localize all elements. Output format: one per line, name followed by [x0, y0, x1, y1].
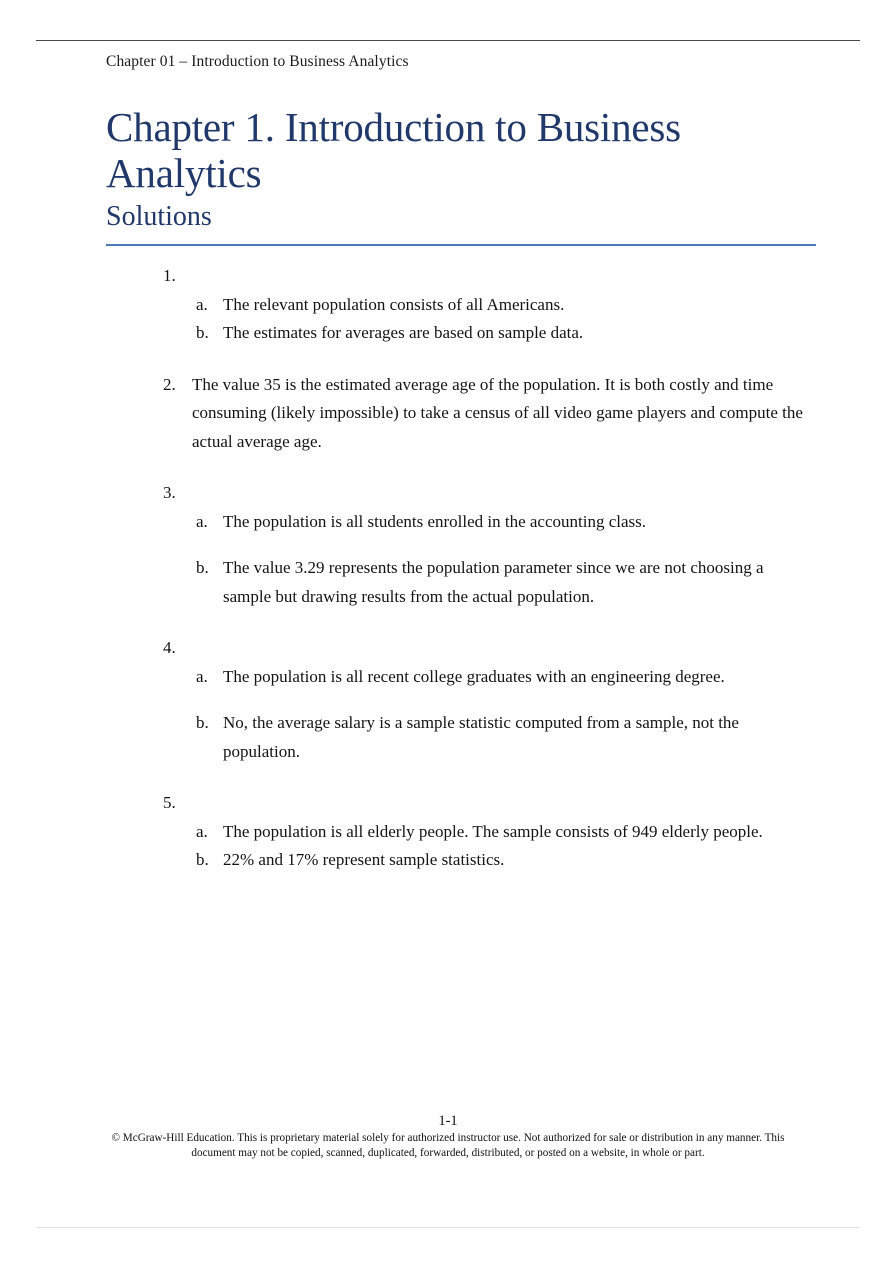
list-item	[0, 663, 896, 692]
list-item	[0, 634, 896, 663]
list-item	[0, 371, 896, 457]
list-item	[0, 846, 896, 875]
list-item-letter: a.	[196, 511, 208, 531]
list-item-text: The estimates for averages are based on sample data.	[223, 323, 584, 342]
page-number: 1-1	[438, 1113, 458, 1129]
list-item	[0, 508, 896, 537]
list-item	[0, 479, 896, 508]
list-item	[0, 291, 896, 320]
list-item-letter: b.	[196, 558, 209, 577]
spacer	[0, 691, 896, 709]
page-subtitle: Solutions	[106, 201, 212, 232]
list-item-text: The value 3.29 represents the population parameter since we are not choosing a sample but drawing results from the actual population.	[223, 558, 764, 606]
list-item-number: 2.	[163, 374, 176, 394]
title-block	[106, 104, 816, 246]
page-footer	[0, 1112, 896, 1161]
list-item-letter: a.	[196, 294, 208, 314]
copyright-notice: © McGraw-Hill Education. This is proprietary material solely for authorized instructor use. Not authorized for sale or distribution in any manner. This document may not be copied, scanned, duplicated, forwarded, distributed, or posted on a website, in whole or part.	[111, 1132, 785, 1159]
list-item-text: The relevant population consists of all Americans.	[223, 294, 565, 314]
list-item-text: The population is all students enrolled in the accounting class.	[223, 511, 647, 531]
page-bottom-divider	[36, 1227, 860, 1228]
list-item-letter: b.	[196, 323, 209, 342]
spacer	[0, 536, 896, 554]
list-item-text: The population is all elderly people. The sample consists of 949 elderly people.	[223, 821, 763, 841]
spacer	[0, 766, 896, 789]
list-item-body: The value 35 is the estimated average age of the population. It is both costly and time consuming (likely impossible) to take a census of all video game players and compute the actual average age.	[192, 374, 803, 451]
list-item-letter: a.	[196, 821, 208, 841]
list-item-number: 4.	[163, 638, 176, 657]
solutions-list	[0, 262, 896, 875]
list-item-text: 22% and 17% represent sample statistics.	[223, 850, 505, 869]
list-item-number: 5.	[163, 793, 176, 812]
running-header: Chapter 01 – Introduction to Business Analytics	[106, 53, 409, 70]
sub-list	[0, 663, 896, 767]
list-item	[0, 554, 896, 611]
spacer	[0, 348, 896, 371]
list-item-letter: b.	[196, 713, 209, 732]
spacer	[0, 611, 896, 634]
list-item	[0, 262, 896, 291]
sub-list	[0, 508, 896, 612]
list-item-text: No, the average salary is a sample statistic computed from a sample, not the population.	[223, 713, 739, 761]
list-item	[0, 319, 896, 348]
list-item-letter: a.	[196, 666, 208, 686]
list-item-text: The population is all recent college graduates with an engineering degree.	[223, 666, 725, 686]
list-item	[0, 709, 896, 766]
list-item	[0, 818, 896, 847]
title-underline-rule	[106, 244, 816, 246]
list-item	[0, 789, 896, 818]
sub-list	[0, 291, 896, 348]
list-item-number: 3.	[163, 483, 176, 502]
spacer	[0, 456, 896, 479]
page-top-divider	[36, 40, 860, 41]
sub-list	[0, 818, 896, 875]
list-item-letter: b.	[196, 850, 209, 869]
page-title: Chapter 1. Introduction to Business Analytics	[106, 104, 681, 196]
list-item-number: 1.	[163, 266, 176, 285]
